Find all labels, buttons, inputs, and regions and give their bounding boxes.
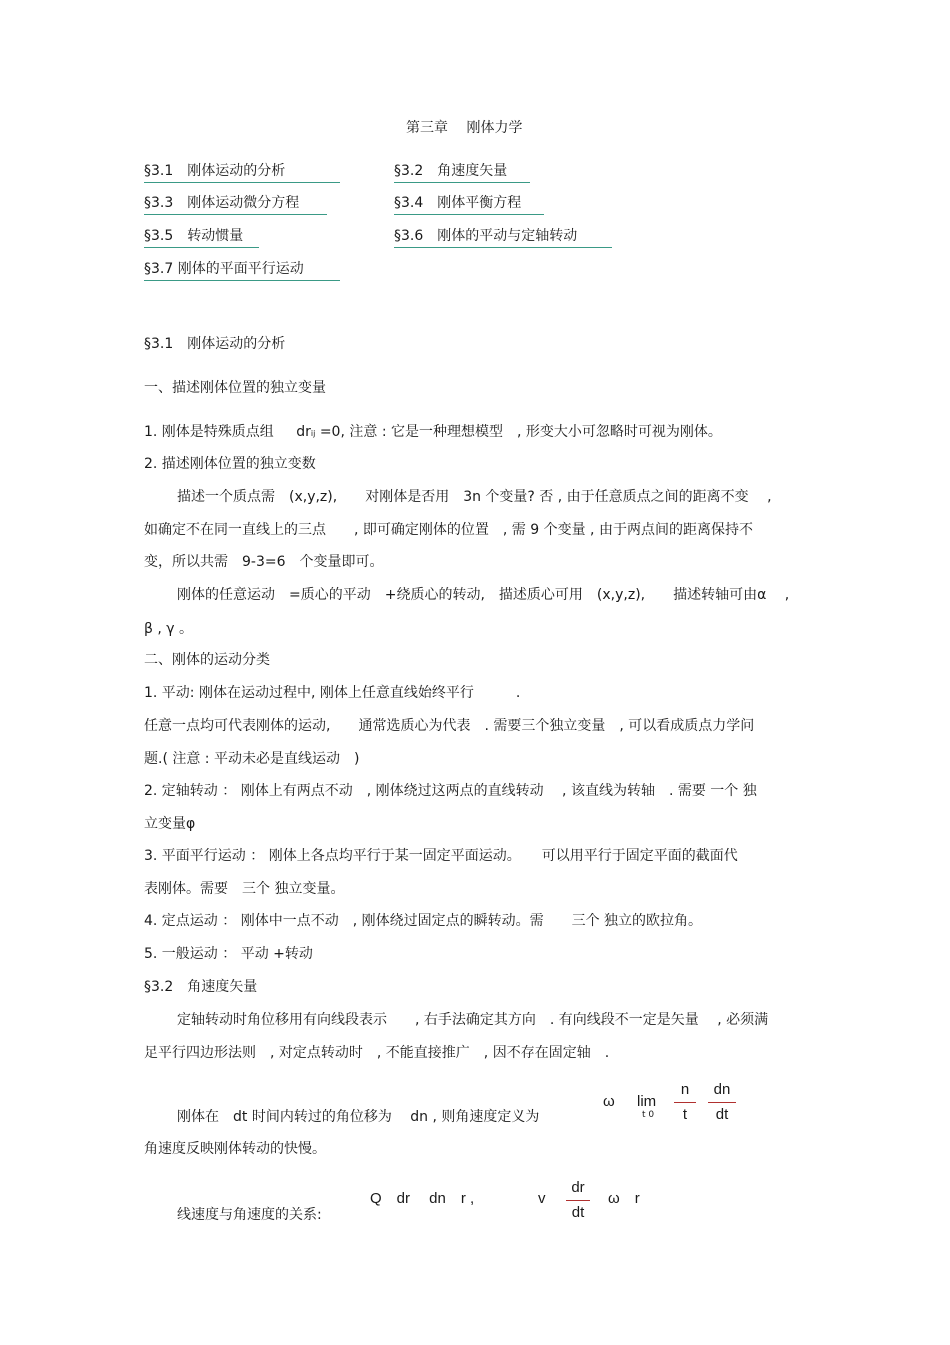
- sec32-para-4: 线速度与角速度的关系:: [177, 1207, 322, 1223]
- eq1-fraction-2-bar: [708, 1102, 736, 1103]
- sec32-para-1-line-1: 定轴转动时角位移用有向线段表示 , 右手法确定其方向 . 有向线段不一定是矢量 , 必须满: [177, 1012, 769, 1028]
- item-1-dr: dr: [296, 424, 311, 440]
- part-1-title: 一、描述刚体位置的独立变量: [144, 380, 326, 396]
- chapter-title: 第三章 刚体力学: [406, 120, 523, 136]
- eq1-lim-subscript: t 0: [642, 1110, 655, 1120]
- eq1-fraction-1-denominator: t: [682, 1106, 688, 1123]
- item-2-line: 2. 描述刚体位置的独立变数: [144, 456, 316, 472]
- item-1-subscript: ij: [310, 429, 316, 438]
- eq2-fraction: [566, 1179, 590, 1222]
- motion-3-line-2: 表刚体。需要 三个 独立变量。: [144, 881, 345, 897]
- motion-1-line-2: 任意一点均可代表刚体的运动, 通常选质心为代表 . 需要三个独立变量 , 可以看成质点力学问: [144, 718, 755, 734]
- toc-link-3-1[interactable]: §3.1 刚体运动的分析: [144, 162, 340, 183]
- motion-2-line-1: 2. 定轴转动 ： 刚体上有两点不动 , 刚体绕过这两点的直线转动 , 该直线为转轴 . 需要 一个 独: [144, 783, 757, 799]
- para-2-line-1: 刚体的任意运动 =质心的平动 +绕质心的转动, 描述质心可用 (x,y,z), 描述转轴可由α ,: [177, 587, 790, 603]
- eq2-fraction-denominator: dt: [571, 1204, 585, 1221]
- eq1-omega: ω: [603, 1093, 615, 1110]
- eq1-fraction-2-denominator: dt: [715, 1106, 729, 1123]
- section-3-2-heading: §3.2 角速度矢量: [144, 979, 258, 995]
- eq2-left: Q dr dn r ,: [370, 1190, 475, 1207]
- eq2-fraction-numerator: dr: [571, 1179, 585, 1196]
- sec32-para-3: 角速度反映刚体转动的快慢。: [144, 1141, 326, 1157]
- motion-4-line: 4. 定点运动 ： 刚体中一点不动 , 刚体绕过固定点的瞬转动。需 三个 独立的欧拉角。: [144, 913, 703, 929]
- motion-2-line-2: 立变量φ: [144, 816, 196, 832]
- para-1-line-3: 变，所以共需 9-3=6 个变量即可。: [144, 554, 384, 570]
- para-1-line-2: 如确定不在同一直线上的三点 , 即可确定刚体的位置 , 需 9 个变量 , 由于两点间的距离保持不: [144, 522, 753, 538]
- motion-1-line-1: 1. 平动: 刚体在运动过程中, 刚体上任意直线始终平行 .: [144, 685, 521, 701]
- eq2-fraction-bar: [566, 1200, 590, 1201]
- para-1-line-1: 描述一个质点需 (x,y,z), 对刚体是否用 3n 个变量? 否 , 由于任意质点之间的距离不变 ,: [177, 489, 772, 505]
- eq1-fraction-1: [674, 1081, 696, 1124]
- toc-link-3-5[interactable]: §3.5 转动惯量: [144, 227, 259, 248]
- motion-5-line: 5. 一般运动 ： 平动 +转动: [144, 946, 313, 962]
- toc-link-3-6[interactable]: §3.6 刚体的平动与定轴转动: [394, 227, 612, 248]
- motion-1-line-3: 题.( 注意 : 平动未必是直线运动 ): [144, 751, 360, 767]
- eq2-v: v: [538, 1190, 546, 1207]
- item-1-text-a: 1. 刚体是特殊质点组: [144, 424, 274, 440]
- toc-link-3-2[interactable]: §3.2 角速度矢量: [394, 162, 530, 183]
- sec32-para-1-line-2: 足平行四边形法则 , 对定点转动时 , 不能直接推广 , 因不存在固定轴 .: [144, 1045, 610, 1061]
- part-2-title: 二、刚体的运动分类: [144, 652, 270, 668]
- toc-link-3-4[interactable]: §3.4 刚体平衡方程: [394, 194, 544, 215]
- section-3-1-heading: §3.1 刚体运动的分析: [144, 336, 286, 352]
- eq1-fraction-2: [708, 1081, 736, 1124]
- motion-3-line-1: 3. 平面平行运动 ： 刚体上各点均平行于某一固定平面运动。 可以用平行于固定平面的截面代: [144, 848, 738, 864]
- item-1-text-b: =0, 注意 : 它是一种理想模型 , 形变大小可忽略时可视为刚体。: [319, 424, 722, 440]
- eq1-fraction-1-bar: [674, 1102, 696, 1103]
- para-2-line-2: β , γ 。: [144, 621, 194, 637]
- eq1-lim: lim: [637, 1093, 657, 1110]
- toc-link-3-3[interactable]: §3.3 刚体运动微分方程: [144, 194, 327, 215]
- item-1-line: [144, 423, 722, 443]
- toc-link-3-7[interactable]: §3.7 刚体的平面平行运动: [144, 260, 340, 281]
- eq1-fraction-2-numerator: dn: [713, 1081, 731, 1098]
- sec32-para-2: 刚体在 dt 时间内转过的角位移为 dn , 则角速度定义为: [177, 1109, 540, 1125]
- eq1-fraction-1-numerator: n: [680, 1081, 690, 1098]
- eq2-right: ω r: [608, 1190, 640, 1207]
